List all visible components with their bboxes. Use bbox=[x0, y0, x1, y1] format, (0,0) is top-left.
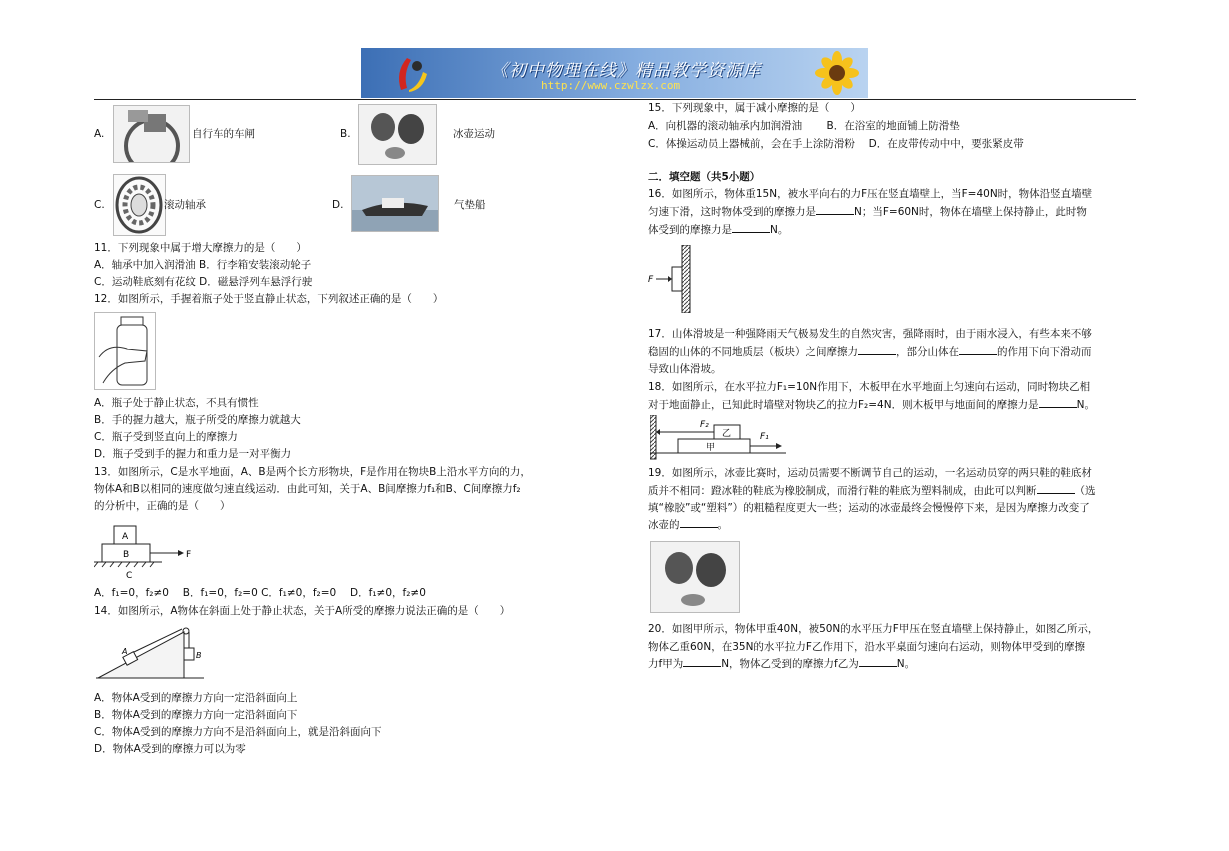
q18-line2-part-a: 对于地面静止，已知此时墙壁对物块乙的拉力F₂=4N．则木板甲与地面间的摩擦力是 bbox=[648, 399, 1039, 411]
q14-option-d: D．物体A受到的摩擦力可以为零 bbox=[94, 743, 246, 755]
q10-option-a-text: 自行车的车闸 bbox=[192, 128, 255, 140]
bicycle-brake-image bbox=[113, 105, 190, 163]
q10-option-c-letter: C. bbox=[94, 199, 105, 211]
q17-line2-part-b: ，部分山体在 bbox=[896, 346, 959, 358]
q18-label-f1: F₁ bbox=[760, 432, 769, 442]
q14-stem: 14．如图所示，A物体在斜面上处于静止状态，关于A所受的摩擦力说法正确的是（ ） bbox=[94, 605, 511, 617]
q17-blank-1[interactable] bbox=[858, 345, 896, 355]
q11-options-line1: A．轴承中加入润滑油 B．行李箱安装滚动轮子 bbox=[94, 259, 312, 271]
hovercraft-image bbox=[351, 175, 439, 232]
q11-stem: 11．下列现象中属于增大摩擦力的是（ ） bbox=[94, 242, 307, 254]
q19-blank-1[interactable] bbox=[1037, 484, 1075, 494]
q20-line3 bbox=[648, 657, 915, 671]
q16-line3 bbox=[648, 223, 788, 237]
q20-line3-part-a: 力f甲为 bbox=[648, 658, 684, 670]
q20-line1: 20．如图甲所示，物体甲重40N，被50N的水平压力F甲压在竖直墙壁上保持静止，如图乙所示， bbox=[648, 623, 1099, 635]
q20-line3-part-c: N。 bbox=[896, 658, 916, 670]
q10-option-b-text: 冰壶运动 bbox=[453, 128, 495, 140]
q18-label-yi: 乙 bbox=[722, 429, 732, 439]
q16-line3-part-b: N。 bbox=[770, 224, 789, 236]
q13-label-c: C bbox=[126, 571, 133, 581]
q13-line2: 物体A和B以相同的速度做匀速直线运动．由此可知，关于A、B间摩擦力f₁和B、C间摩擦力f₂ bbox=[94, 483, 521, 495]
q16-line2-part-a: 匀速下滑，这时物体受到的摩擦力是 bbox=[648, 206, 816, 218]
q19-blank-2[interactable] bbox=[680, 518, 718, 528]
q18-board-figure bbox=[650, 415, 790, 461]
header-rule bbox=[94, 99, 1136, 100]
q13-label-a: A bbox=[122, 532, 129, 542]
q16-label-f: F bbox=[648, 275, 654, 285]
logo-icon bbox=[391, 52, 435, 94]
hand-bottle-image bbox=[94, 312, 156, 390]
q19-line4-part-b: 。 bbox=[717, 519, 728, 531]
q10-option-c-text: 滚动轴承 bbox=[164, 199, 206, 211]
q16-line2-part-b: N；当F=60N时，物体在墙壁上保持静止，此时物 bbox=[854, 206, 1087, 218]
q19-line4-part-a: 冰壶的 bbox=[648, 519, 680, 531]
header-banner bbox=[361, 48, 868, 98]
curling-image bbox=[358, 104, 437, 165]
sunflower-icon bbox=[810, 50, 864, 96]
q15-options-line2: C．体操运动员上器械前，会在手上涂防滑粉 D．在皮带传动中中，要张紧皮带 bbox=[648, 138, 1024, 150]
q14-incline-figure bbox=[96, 624, 206, 682]
q10-option-a-letter: A. bbox=[94, 128, 105, 140]
q19-line1: 19．如图所示，冰壶比赛时，运动员需要不断调节自己的运动，一名运动员穿的两只鞋的鞋底材 bbox=[648, 467, 1092, 479]
q13-blocks-figure bbox=[94, 524, 198, 582]
q16-line1: 16．如图所示，物体重15N，被水平向右的力F压在竖直墙壁上，当F=40N时，物体沿竖直墙壁 bbox=[648, 188, 1093, 200]
q13-label-f: F bbox=[186, 550, 192, 560]
banner-url[interactable]: http://www.czwlzx.com bbox=[541, 79, 681, 92]
q19-line3: 填“橡胶”或“塑料”）的粗糙程度更大一些；运动的冰壶最终会慢慢停下来，是因为摩擦力改变了 bbox=[648, 502, 1090, 514]
q14-option-b: B．物体A受到的摩擦力方向一定沿斜面向下 bbox=[94, 709, 298, 721]
q17-line2-part-a: 稳固的山体的不同地质层（板块）之间摩擦力 bbox=[648, 346, 858, 358]
q14-option-a: A．物体A受到的摩擦力方向一定沿斜面向上 bbox=[94, 692, 298, 704]
q17-line2-part-c: 的作用下向下滑动而 bbox=[997, 346, 1092, 358]
q20-blank-2[interactable] bbox=[859, 657, 897, 667]
q12-option-a: A．瓶子处于静止状态，不具有惯性 bbox=[94, 397, 259, 409]
q16-blank-1[interactable] bbox=[816, 205, 854, 215]
q17-blank-2[interactable] bbox=[959, 345, 997, 355]
curling-players-image bbox=[650, 541, 740, 613]
q12-option-c: C．瓶子受到竖直向上的摩擦力 bbox=[94, 431, 238, 443]
q18-line1: 18．如图所示，在水平拉力F₁=10N作用下，木板甲在水平地面上匀速向右运动，同时物块乙相 bbox=[648, 381, 1091, 393]
q18-line2-part-b: N。 bbox=[1076, 399, 1095, 411]
q10-option-d-text: 气垫船 bbox=[454, 199, 486, 211]
q16-line2 bbox=[648, 205, 1087, 219]
q14-label-a: A bbox=[122, 647, 128, 656]
section-fill-blank-title: 二．填空题（共5小题） bbox=[648, 171, 761, 183]
q15-stem: 15．下列现象中，属于减小摩擦的是（ ） bbox=[648, 102, 861, 114]
banner-title: 《初中物理在线》精品教学资源库 bbox=[491, 61, 761, 81]
q14-label-b: B bbox=[196, 651, 202, 660]
q18-label-jia: 甲 bbox=[706, 443, 716, 453]
q13-label-b: B bbox=[123, 550, 130, 560]
roller-bearing-image bbox=[113, 174, 166, 236]
q13-line1: 13．如图所示，C是水平地面，A、B是两个长方形物块，F是作用在物块B上沿水平方向的力， bbox=[94, 466, 531, 478]
q20-blank-1[interactable] bbox=[683, 657, 721, 667]
q12-option-d: D．瓶子受到手的握力和重力是一对平衡力 bbox=[94, 448, 292, 460]
q14-option-c: C．物体A受到的摩擦力方向不是沿斜面向上，就是沿斜面向下 bbox=[94, 726, 382, 738]
q19-line2-part-a: 质并不相同：蹬冰鞋的鞋底为橡胶制成，而滑行鞋的鞋底为塑料制成，由此可以判断 bbox=[648, 485, 1037, 497]
q18-blank-1[interactable] bbox=[1039, 398, 1077, 408]
q20-line3-part-b: N，物体乙受到的摩擦力f乙为 bbox=[721, 658, 859, 670]
q18-line2 bbox=[648, 398, 1095, 412]
q17-line3: 导致山体滑坡。 bbox=[648, 363, 722, 375]
q10-option-d-letter: D. bbox=[332, 199, 344, 211]
q16-blank-2[interactable] bbox=[732, 223, 770, 233]
q11-options-line2: C．运动鞋底刻有花纹 D．磁悬浮列车悬浮行驶 bbox=[94, 276, 313, 288]
q19-line4 bbox=[648, 518, 728, 532]
q12-option-b: B．手的握力越大，瓶子所受的摩擦力就越大 bbox=[94, 414, 301, 426]
q13-options: A．f₁=0，f₂≠0 B．f₁=0，f₂=0 C．f₁≠0，f₂=0 D．f₁≠0，f₂≠0 bbox=[94, 587, 426, 599]
q16-line3-part-a: 体受到的摩擦力是 bbox=[648, 224, 732, 236]
q17-line2 bbox=[648, 345, 1092, 359]
q20-line2: 物体乙重60N，在35N的水平拉力F乙作用下，沿水平桌面匀速向右运动，则物体甲受到的摩擦 bbox=[648, 641, 1085, 653]
q18-label-f2: F₂ bbox=[700, 420, 709, 430]
q17-line1: 17．山体滑坡是一种强降雨天气极易发生的自然灾害，强降雨时，由于雨水浸入，有些本来不够 bbox=[648, 328, 1092, 340]
q19-line2 bbox=[648, 484, 1096, 498]
q19-line2-part-b: （选 bbox=[1074, 485, 1096, 497]
q16-wall-figure bbox=[648, 245, 694, 313]
q15-options-line1: A．向机器的滚动轴承内加润滑油 B．在浴室的地面铺上防滑垫 bbox=[648, 120, 960, 132]
q13-line3: 的分析中，正确的是（ ） bbox=[94, 500, 231, 512]
q10-option-b-letter: B. bbox=[340, 128, 351, 140]
q12-stem: 12．如图所示，手握着瓶子处于竖直静止状态，下列叙述正确的是（ ） bbox=[94, 293, 444, 305]
